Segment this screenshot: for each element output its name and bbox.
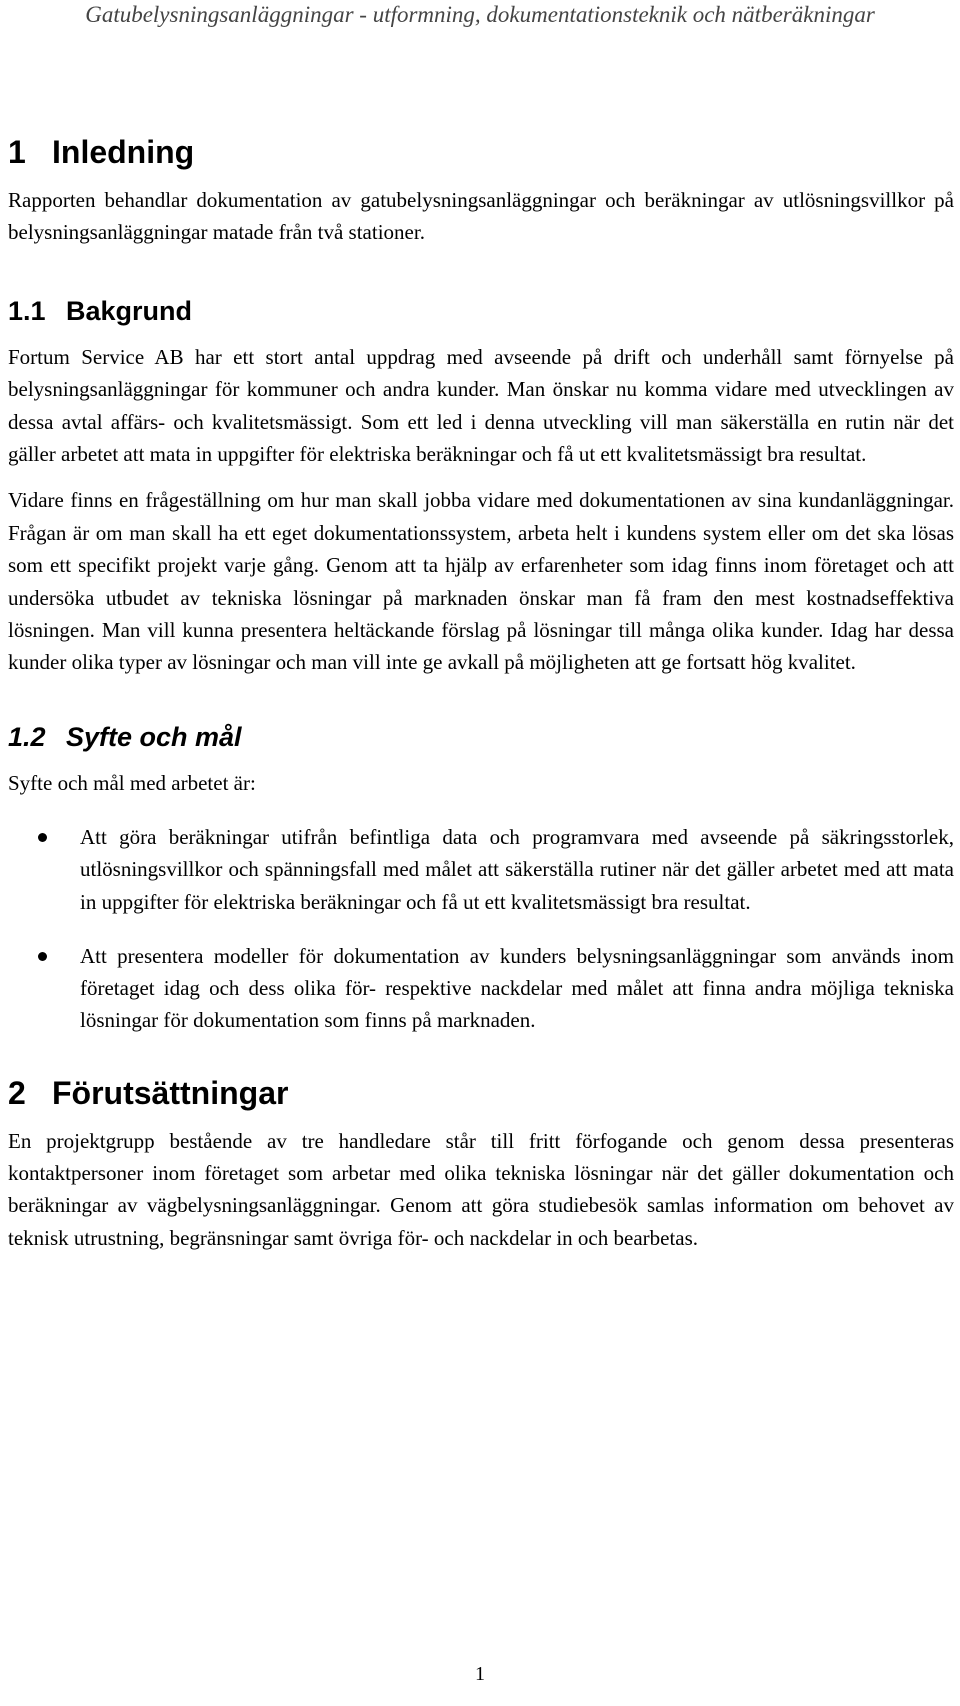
section-heading-2 [8,1071,954,1115]
section-number: 1.1 [8,295,46,326]
list-item-text: Att presentera modeller för dokumentation av kunders belysningsanläggningar som används inom företaget idag och dess olika för- respektive nackdelar med målet att finna andra möjliga tekniska lösningar för dokumentation som finns på marknaden. [80,943,954,1033]
running-header: Gatubelysningsanläggningar - utformning, dokumentationsteknik och nätberäkningar [85,2,875,27]
purpose-intro: Syfte och mål med arbetet är: [8,770,256,795]
section-heading-1-1 [8,293,954,329]
section-heading-1-2 [8,719,954,755]
section-heading-1 [8,130,954,174]
list-item [8,940,954,1037]
section-number: 2 [8,1074,26,1111]
section-title: Bakgrund [66,295,193,326]
section-number: 1 [8,134,26,170]
prerequisites-paragraph: En projektgrupp bestående av tre handledare står till fritt förfogande och genom dessa presenteras kontaktpersoner inom företaget som arbetar med olika tekniska lösningar när det gäller dokumentation och beräkningar av vägbelysningsanläggningar. Genom att göra studiebesök samlas information om behovet av teknisk utrustning, begränsningar samt övriga för- och nackdelar in och bearbetas. [8,1128,954,1250]
list-item [8,821,954,918]
background-paragraph-1: Fortum Service AB har ett stort antal uppdrag med avseende på drift och underhåll samt förnyelse på belysningsanläggningar för kommuner och andra kunder. Man önskar nu komma vidare med utvecklingen av dessa avtal affärs- och kvalitetsmässigt. Som ett led i denna utveckling vill man säkerställa en rutin när det gäller arbetet att mata in uppgifter för elektriska beräkningar och få ut ett kvalitetsmässigt bra resultat. [8,344,954,467]
section-title: Syfte och mål [66,721,242,752]
bullet-icon [38,833,47,842]
purpose-list [8,821,954,1036]
section-title: Inledning [52,134,195,170]
page-content [8,130,954,1268]
background-paragraph-2: Vidare finns en frågeställning om hur man skall jobba vidare med dokumentationen av sina kundanläggningar. Frågan är om man skall ha ett eget dokumentationssystem, arbeta helt i kundens system eller om det ska lösas som ett specifikt projekt varje gång. Genom att ta hjälp av erfarenheter som idag finns inom företaget och att undersöka utbudet av tekniska lösningar på marknaden önskar man få fram den mest kostnadseffektiva lösningen. Man vill kunna presentera heltäckande förslag på lösningar till många olika kunder. Idag har dessa kunder olika typer av lösningar och man vill inte ge avkall på möjligheten att ge fortsatt hög kvalitet. [8,488,954,675]
list-item-text: Att göra beräkningar utifrån befintliga data och programvara med avseende på säkringsstorlek, utlösningsvillkor och spänningsfall med målet att säkerställa rutiner när det gäller arbetet med att mata in uppgifter för elektriska beräkningar och få ut ett kvalitetsmässigt bra resultat. [80,825,954,914]
bullet-icon [38,952,47,961]
intro-paragraph: Rapporten behandlar dokumentation av gatubelysningsanläggningar och beräkningar av utlösningsvillkor på belysningsanläggningar matade från två stationer. [8,188,954,245]
section-title: Förutsättningar [52,1074,289,1111]
section-number: 1.2 [8,721,46,752]
page-number: 1 [475,1663,485,1685]
